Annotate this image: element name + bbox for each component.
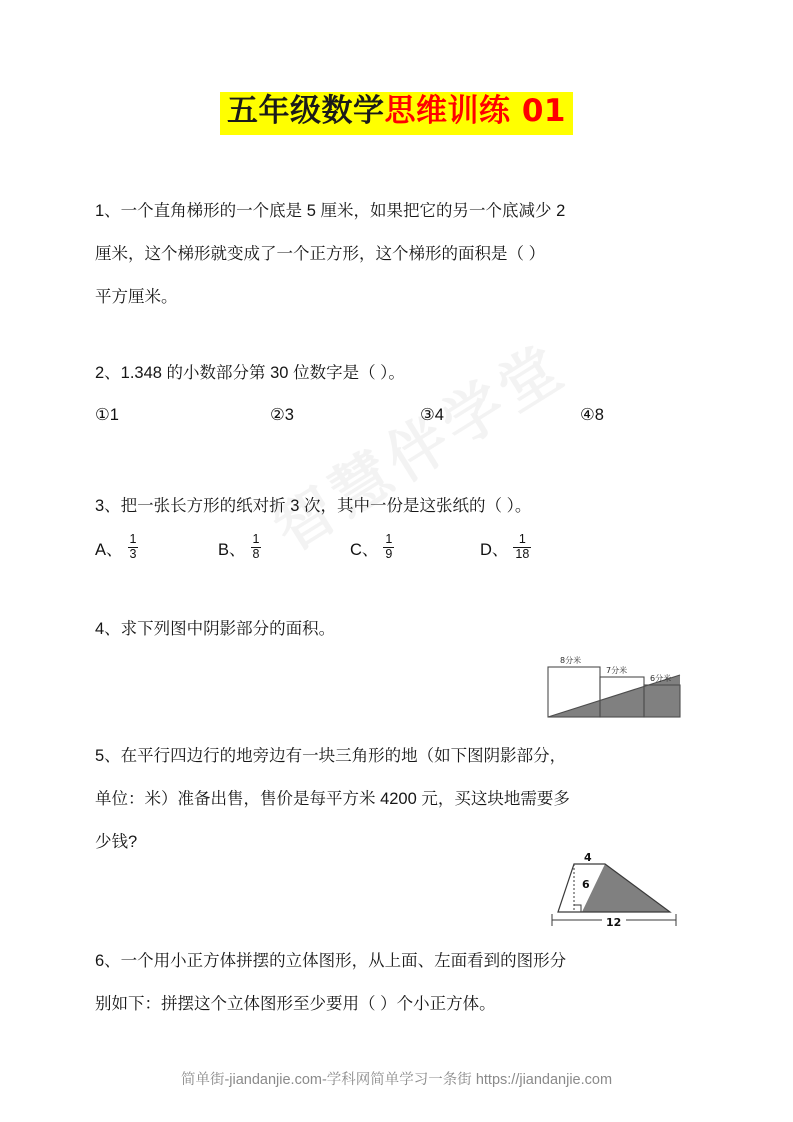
question-5: [95, 735, 695, 864]
option-c-label: C、: [350, 541, 379, 559]
figure-question-5: [530, 850, 685, 930]
option-d-label: D、: [480, 541, 509, 559]
option-d-numerator: 1: [518, 532, 526, 547]
option-3[interactable]: ③4: [420, 406, 444, 424]
option-b-numerator: 1: [252, 532, 260, 547]
question-6-line-2: 别如下：拼摆这个立体图形至少要用（ ）个小正方体。: [95, 995, 496, 1013]
shaded-triangle: [582, 864, 670, 912]
option-c-fraction: [383, 533, 394, 560]
question-1: [95, 190, 695, 319]
figure-question-4: [540, 645, 690, 723]
option-b[interactable]: [218, 528, 261, 568]
question-5-line-2: 单位：米）准备出售，售价是每平方米 4200 元，买这块地需要多: [95, 790, 570, 808]
question-2: [95, 352, 695, 435]
option-d[interactable]: [480, 528, 531, 568]
stepped-rectangles-diagram: [540, 645, 690, 723]
option-c[interactable]: [350, 528, 394, 568]
option-4[interactable]: ④8: [580, 406, 604, 424]
title-subject: 五年级数学: [227, 93, 385, 129]
footer-watermark-text: 简单街-jiandanjie.com-学科网简单学习一条街 https://jiandanjie.com: [180, 1072, 613, 1088]
label-6-fenmi: 6分米: [650, 674, 672, 683]
page-title: [0, 92, 793, 135]
label-7-fenmi: 7分米: [606, 666, 628, 675]
option-1[interactable]: ①1: [95, 406, 119, 424]
option-a-label: A、: [95, 541, 123, 559]
question-6-line-1: 6、一个用小正方体拼摆的立体图形，从上面、左面看到的图形分: [95, 952, 567, 970]
label-8-fenmi: 8分米: [560, 656, 582, 665]
option-2[interactable]: ②3: [270, 406, 294, 424]
question-5-line-3: 少钱?: [95, 833, 138, 851]
option-b-denominator: 8: [252, 546, 260, 561]
question-1-line-3: 平方厘米。: [95, 288, 178, 306]
option-a-denominator: 3: [129, 546, 137, 561]
label-top-4: 4: [584, 851, 592, 864]
option-d-denominator: 18: [515, 546, 530, 561]
option-b-fraction: [251, 533, 262, 560]
question-1-line-1: 1、一个直角梯形的一个底是 5 厘米，如果把它的另一个底减少 2: [95, 202, 566, 220]
option-a[interactable]: [95, 528, 138, 568]
option-c-numerator: 1: [385, 532, 393, 547]
option-a-numerator: 1: [129, 532, 137, 547]
question-3-line-1: 3、把一张长方形的纸对折 3 次，其中一份是这张纸的（ ）。: [95, 497, 532, 515]
option-a-fraction: [128, 533, 139, 560]
option-d-fraction: [513, 533, 531, 560]
question-1-line-2: 厘米，这个梯形就变成了一个正方形，这个梯形的面积是（ ）: [95, 245, 546, 263]
question-6: [95, 940, 695, 1026]
question-4-line-1: 4、求下列图中阴影部分的面积。: [95, 620, 336, 638]
title-highlight: [220, 92, 573, 135]
question-5-line-1: 5、在平行四边行的地旁边有一块三角形的地（如下图阴影部分，: [95, 747, 567, 765]
label-base-12: 12: [606, 916, 622, 929]
option-b-label: B、: [218, 541, 246, 559]
question-3: [95, 485, 695, 568]
option-c-denominator: 9: [385, 546, 393, 561]
question-3-options: [95, 528, 695, 568]
label-height-6: 6: [582, 878, 590, 891]
title-series: 思维训练 01: [384, 93, 566, 129]
trapezoid-diagram: [530, 850, 685, 930]
question-2-options: [95, 395, 695, 435]
right-angle-mark: [574, 905, 581, 912]
question-2-line-1: 2、1.348 的小数部分第 30 位数字是（ ）。: [95, 364, 405, 382]
